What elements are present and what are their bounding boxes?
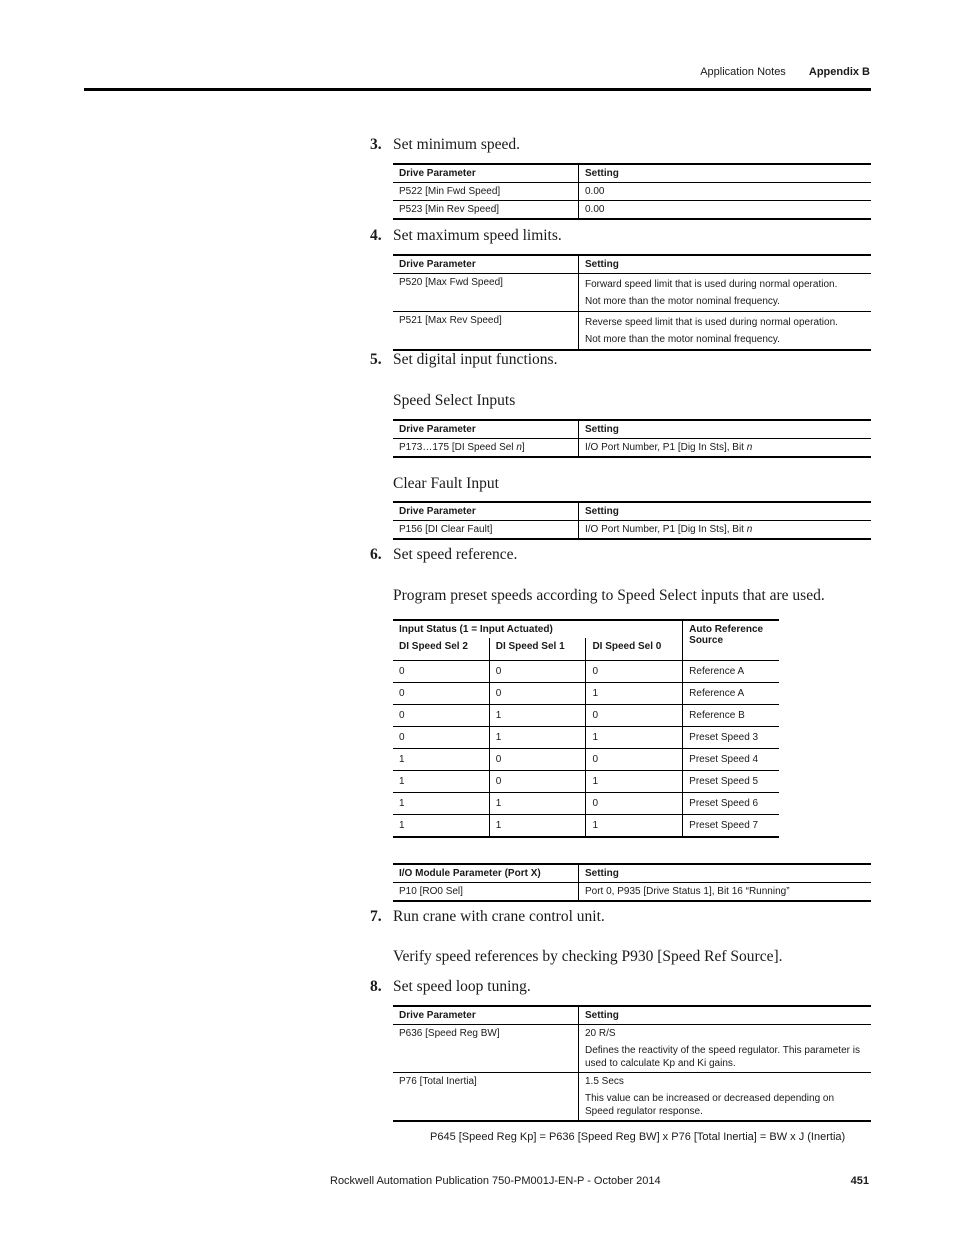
column-header: Drive Parameter (393, 164, 579, 183)
setting-cell (579, 274, 872, 312)
table-row (393, 883, 871, 902)
sel2-cell: 0 (393, 683, 489, 705)
table-row (393, 439, 871, 458)
source-cell: Reference A (683, 661, 779, 683)
table-row (393, 771, 779, 793)
column-header: Drive Parameter (393, 1006, 579, 1025)
step-number: 8. (370, 978, 382, 995)
source-cell: Preset Speed 5 (683, 771, 779, 793)
setting-cell: 0.00 (579, 183, 872, 201)
io-module-table (393, 863, 871, 902)
param-cell (393, 439, 579, 458)
column-header: Setting (579, 864, 872, 883)
sel0-cell: 1 (586, 815, 683, 838)
step-7 (370, 908, 605, 926)
header-section: Application Notes (700, 66, 786, 78)
step-number: 6. (370, 546, 382, 563)
page-number: 451 (850, 1175, 869, 1187)
table-row (393, 312, 871, 351)
column-header: Drive Parameter (393, 420, 579, 439)
sel1-cell: 0 (489, 683, 586, 705)
sel1-cell: 1 (489, 793, 586, 815)
sel1-cell: 0 (489, 771, 586, 793)
column-header: Setting (579, 1006, 872, 1025)
min-speed-table (393, 163, 871, 220)
max-speed-table (393, 254, 871, 351)
setting-value: 20 R/S (585, 1028, 616, 1039)
clear-fault-label: Clear Fault Input (393, 475, 499, 492)
setting-italic: n (746, 442, 753, 453)
param-cell: P521 [Max Rev Speed] (393, 312, 579, 351)
param-cell: P10 [RO0 Sel] (393, 883, 579, 902)
source-cell: Preset Speed 3 (683, 727, 779, 749)
table-row (393, 793, 779, 815)
sel2-cell: 0 (393, 705, 489, 727)
column-header: I/O Module Parameter (Port X) (393, 864, 579, 883)
step-text: Run crane with crane control unit. (393, 908, 605, 925)
setting-cell (579, 439, 872, 458)
table-row (393, 705, 779, 727)
param-italic: n (516, 442, 522, 453)
column-header: Setting (579, 164, 872, 183)
group-header: Input Status (1 = Input Actuated) (393, 620, 683, 638)
speed-select-table (393, 419, 871, 458)
sel1-cell: 1 (489, 815, 586, 838)
page-header (0, 66, 870, 78)
param-cell: P156 [DI Clear Fault] (393, 521, 579, 540)
param-cell: P522 [Min Fwd Speed] (393, 183, 579, 201)
param-suffix: ] (521, 442, 525, 453)
sel0-cell: 1 (586, 727, 683, 749)
sel2-cell: 1 (393, 815, 489, 838)
sel0-cell: 0 (586, 793, 683, 815)
header-appendix: Appendix B (808, 66, 870, 78)
step-5 (370, 351, 557, 369)
column-header: Setting (579, 420, 872, 439)
sel2-cell: 0 (393, 727, 489, 749)
setting-line: Reverse speed limit that is used during normal operation. (585, 317, 838, 328)
sel1-cell: 1 (489, 705, 586, 727)
setting-cell: Port 0, P935 [Drive Status 1], Bit 16 “Running” (579, 883, 872, 902)
reference-source-table (393, 619, 779, 838)
param-cell: P520 [Max Fwd Speed] (393, 274, 579, 312)
sel0-cell: 0 (586, 705, 683, 727)
setting-line: Not more than the motor nominal frequency. (585, 296, 780, 307)
step-6 (370, 546, 517, 564)
setting-description: This value can be increased or decreased depending on Speed regulator response. (585, 1093, 835, 1117)
step-text: Set maximum speed limits. (393, 227, 562, 244)
param-cell: P523 [Min Rev Speed] (393, 201, 579, 220)
setting-cell (579, 1073, 872, 1122)
param-prefix: P173…175 [DI Speed Sel (399, 442, 517, 453)
source-cell: Reference A (683, 683, 779, 705)
step-4 (370, 227, 562, 245)
step-number: 3. (370, 136, 382, 153)
table-row (393, 201, 871, 220)
step-number: 4. (370, 227, 382, 244)
table-row (393, 727, 779, 749)
header-rule (84, 88, 871, 91)
sel1-cell: 0 (489, 749, 586, 771)
auto-reference-header: Auto Reference Source (683, 620, 779, 661)
setting-italic: n (746, 524, 753, 535)
step-text: Set speed loop tuning. (393, 978, 531, 995)
step-number: 7. (370, 908, 382, 925)
table-row (393, 749, 779, 771)
setting-value: 1.5 Secs (585, 1076, 624, 1087)
step-text: Set minimum speed. (393, 136, 521, 153)
table-row (393, 815, 779, 838)
source-cell: Preset Speed 6 (683, 793, 779, 815)
table-row (393, 661, 779, 683)
column-header: Setting (579, 255, 872, 274)
kp-formula: P645 [Speed Reg Kp] = P636 [Speed Reg BW] x P76 [Total Inertia] = BW x J (Inertia) (430, 1131, 846, 1143)
step-3 (370, 136, 520, 154)
publication-info: Rockwell Automation Publication 750-PM001J-EN-P - October 2014 (330, 1175, 661, 1187)
setting-cell (579, 1025, 872, 1073)
table-row (393, 1025, 871, 1073)
setting-cell (579, 312, 872, 351)
speed-loop-tuning-table (393, 1005, 871, 1122)
setting-description: Defines the reactivity of the speed regulator. This parameter is used to calculate Kp and Ki gains. (585, 1045, 860, 1069)
sel0-cell: 0 (586, 749, 683, 771)
column-header: DI Speed Sel 1 (489, 638, 586, 661)
table-row (393, 683, 779, 705)
column-header: Setting (579, 502, 872, 521)
sel0-cell: 1 (586, 771, 683, 793)
sel2-cell: 1 (393, 793, 489, 815)
source-cell: Preset Speed 7 (683, 815, 779, 838)
step-8 (370, 978, 531, 996)
setting-line: Forward speed limit that is used during normal operation. (585, 279, 838, 290)
step-text: Set speed reference. (393, 546, 518, 563)
verify-text: Verify speed references by checking P930 [Speed Ref Source]. (393, 948, 783, 965)
setting-cell (579, 521, 872, 540)
column-header: DI Speed Sel 0 (586, 638, 683, 661)
sel2-cell: 1 (393, 749, 489, 771)
speed-select-label: Speed Select Inputs (393, 392, 516, 409)
sel0-cell: 0 (586, 661, 683, 683)
table-row (393, 274, 871, 312)
table-row (393, 1073, 871, 1122)
step-number: 5. (370, 351, 382, 368)
param-cell: P76 [Total Inertia] (393, 1073, 579, 1122)
sel1-cell: 1 (489, 727, 586, 749)
setting-line: Not more than the motor nominal frequency. (585, 334, 780, 345)
sel2-cell: 0 (393, 661, 489, 683)
sel2-cell: 1 (393, 771, 489, 793)
column-header: DI Speed Sel 2 (393, 638, 489, 661)
table-row (393, 183, 871, 201)
sel0-cell: 1 (586, 683, 683, 705)
column-header: Drive Parameter (393, 502, 579, 521)
column-header: Drive Parameter (393, 255, 579, 274)
sel1-cell: 0 (489, 661, 586, 683)
param-cell: P636 [Speed Reg BW] (393, 1025, 579, 1073)
clear-fault-table (393, 501, 871, 540)
setting-cell: 0.00 (579, 201, 872, 220)
source-cell: Reference B (683, 705, 779, 727)
step-text: Set digital input functions. (393, 351, 558, 368)
table-row (393, 521, 871, 540)
setting-prefix: I/O Port Number, P1 [Dig In Sts], Bit (585, 442, 747, 453)
setting-prefix: I/O Port Number, P1 [Dig In Sts], Bit (585, 524, 747, 535)
preset-intro: Program preset speeds according to Speed Select inputs that are used. (393, 587, 825, 604)
source-cell: Preset Speed 4 (683, 749, 779, 771)
